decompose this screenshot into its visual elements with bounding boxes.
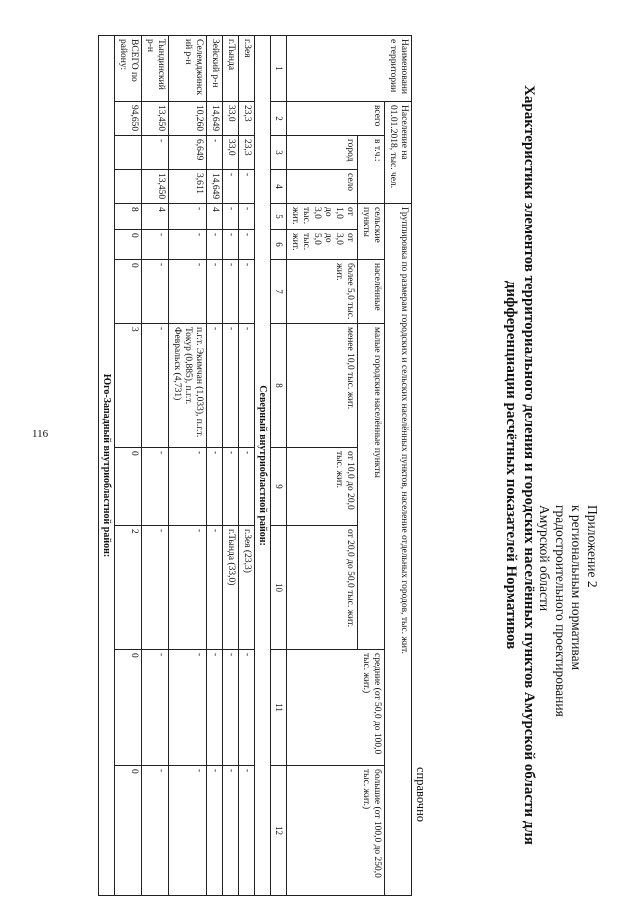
header-small-urban: малые городские населённые пункты — [358, 324, 385, 650]
table-cell: - — [207, 526, 223, 650]
table-cell: - — [169, 766, 207, 896]
header-large: большие (от 100,0 до 250,0 тыс. жит.) — [287, 766, 385, 896]
section-row — [99, 36, 115, 896]
table-cell: 3,611 — [169, 170, 207, 204]
table-cell: 14,649 — [207, 170, 223, 204]
row-label: Селемджинский р-н — [169, 36, 207, 102]
table-cell: - — [207, 650, 223, 766]
column-number: 5 — [271, 204, 287, 230]
rotated-page — [101, 35, 620, 895]
table-cell: п.г.т. Экимчан (1,033), п.г.т. Токур (0,885), п.г.т. Февральск (4,731) — [169, 324, 207, 448]
data-rows — [115, 36, 255, 896]
row-label: Тындинский р-н — [142, 36, 169, 102]
header-rural-1-3: от 1,0 до 3,0 тыс. жит. — [287, 204, 358, 230]
table-cell: - — [169, 260, 207, 324]
row-label: г.Зея — [239, 36, 255, 102]
table-cell: - — [223, 448, 239, 526]
table-cell: - — [207, 260, 223, 324]
header-10-20: от 10,0 до 20,0 тыс. жит. — [287, 448, 358, 526]
column-number: 11 — [271, 650, 287, 766]
annex-block — [536, 505, 600, 765]
table-cell: - — [142, 260, 169, 324]
table-cell: 0 — [115, 448, 142, 526]
table-cell: г.Зея (23,3) — [239, 526, 255, 650]
header-20-50: от 20,0 до 50,0 тыс. жит. — [287, 526, 358, 650]
table-cell: - — [207, 324, 223, 448]
table-cell: - — [239, 204, 255, 230]
header-incl: в т.ч.: — [358, 136, 385, 204]
table-cell: - — [239, 260, 255, 324]
table-cell: - — [239, 766, 255, 896]
header-settlements: населённые — [358, 260, 385, 324]
column-number: 6 — [271, 230, 287, 260]
table-cell: - — [223, 766, 239, 896]
header-population: Население на 01.01.2018, тыс. чел. — [385, 102, 412, 204]
table-cell: - — [223, 260, 239, 324]
table-cell: 23,3 — [239, 136, 255, 170]
table-cell: - — [223, 170, 239, 204]
header-row — [358, 36, 385, 896]
table-row — [223, 36, 239, 896]
header-total: всего — [287, 102, 385, 136]
table-row — [142, 36, 169, 896]
table-row — [115, 36, 142, 896]
table-cell: 3 — [115, 324, 142, 448]
table-cell: - — [142, 766, 169, 896]
header-row — [385, 36, 412, 896]
column-number: 8 — [271, 324, 287, 448]
table-row — [207, 36, 223, 896]
table-cell: - — [142, 230, 169, 260]
table-cell: - — [223, 324, 239, 448]
header-rural: сельские пункты — [358, 204, 385, 260]
table-cell: 2 — [115, 526, 142, 650]
reference-note: справочно — [414, 767, 428, 823]
section-row — [255, 36, 271, 896]
table-cell: - — [207, 136, 223, 170]
table-cell: - — [142, 526, 169, 650]
heading-line: дифференциации расчётных показателей Нормативов — [503, 280, 519, 650]
table-cell: 0 — [115, 766, 142, 896]
table-cell: - — [142, 324, 169, 448]
column-number: 4 — [271, 170, 287, 204]
header-village: село — [287, 170, 358, 204]
table-cell: 0 — [115, 650, 142, 766]
row-label: г.Тында — [223, 36, 239, 102]
column-number: 10 — [271, 526, 287, 650]
table-cell: - — [207, 448, 223, 526]
table-cell: 6,649 — [169, 136, 207, 170]
table-cell: - — [223, 230, 239, 260]
table-cell: 14,649 — [207, 102, 223, 136]
table-cell: 8 — [115, 204, 142, 230]
table-cell: - — [169, 230, 207, 260]
table-cell: - — [223, 204, 239, 230]
table-row — [169, 36, 207, 896]
table-cell: 33,0 — [223, 102, 239, 136]
header-grouping: Группировка по размерам городских и сельских населённых пунктов, население отдельных городов, тыс. жит. — [385, 204, 412, 896]
table-cell: - — [239, 324, 255, 448]
table-cell: - — [169, 526, 207, 650]
header-more-5: более 5,0 тыс. жит. — [287, 260, 358, 324]
column-number: 12 — [271, 766, 287, 896]
section-north: Северный внутриобластной район: — [255, 36, 271, 896]
table-cell: - — [223, 650, 239, 766]
header-rural-3-5: от 3,0 до 5,0 тыс. жит. — [287, 230, 358, 260]
column-number: 1 — [271, 36, 287, 102]
row-label: ВСЕГО по району: — [115, 36, 142, 102]
column-number: 7 — [271, 260, 287, 324]
table-row — [239, 36, 255, 896]
row-label: Зейский р-н — [207, 36, 223, 102]
document-heading — [502, 35, 538, 895]
table-cell: - — [169, 448, 207, 526]
heading-line: Характеристики элементов территориального деления и городских населённых пунктов Амурской области для — [521, 85, 537, 845]
table-cell: - — [169, 650, 207, 766]
table-cell: 0 — [115, 230, 142, 260]
page-number: 116 — [32, 428, 49, 440]
annex-line: к региональным нормативам — [569, 505, 584, 671]
table-cell: - — [239, 230, 255, 260]
table-cell: 4 — [207, 204, 223, 230]
table-cell: - — [239, 448, 255, 526]
column-number-row — [271, 36, 287, 896]
column-number: 9 — [271, 448, 287, 526]
table-cell — [115, 136, 142, 170]
section-southwest: Юго-Западный внутриобластной район: — [99, 36, 115, 896]
table-cell — [115, 170, 142, 204]
table-cell: 0 — [115, 260, 142, 324]
header-less-10: менее 10,0 тыс. жит. — [287, 324, 358, 448]
table-cell: 13,450 — [142, 170, 169, 204]
table-cell: - — [142, 448, 169, 526]
table-cell: - — [239, 650, 255, 766]
settlements-table — [98, 35, 412, 896]
header-town: город — [287, 136, 358, 170]
table-cell: 23,3 — [239, 102, 255, 136]
table-cell: 10,260 — [169, 102, 207, 136]
table-cell: 94,650 — [115, 102, 142, 136]
table-cell: - — [207, 230, 223, 260]
table-cell: - — [239, 170, 255, 204]
column-number: 2 — [271, 102, 287, 136]
table-cell: - — [207, 766, 223, 896]
column-number: 3 — [271, 136, 287, 170]
header-medium: средние (от 50,0 до 100,0 тыс. жит.) — [287, 650, 385, 766]
annex-line: Амурской области — [537, 505, 552, 612]
table-cell: 33,0 — [223, 136, 239, 170]
table-cell: - — [169, 204, 207, 230]
table-cell: 13,450 — [142, 102, 169, 136]
header-name: Наименование территории — [287, 36, 412, 102]
table-cell: - — [142, 136, 169, 170]
table-cell: г.Тында (33,0) — [223, 526, 239, 650]
table-cell: - — [142, 650, 169, 766]
annex-line: градостроительного проектирования — [553, 505, 568, 717]
table-cell: 4 — [142, 204, 169, 230]
annex-title: Приложение 2 — [585, 505, 600, 588]
